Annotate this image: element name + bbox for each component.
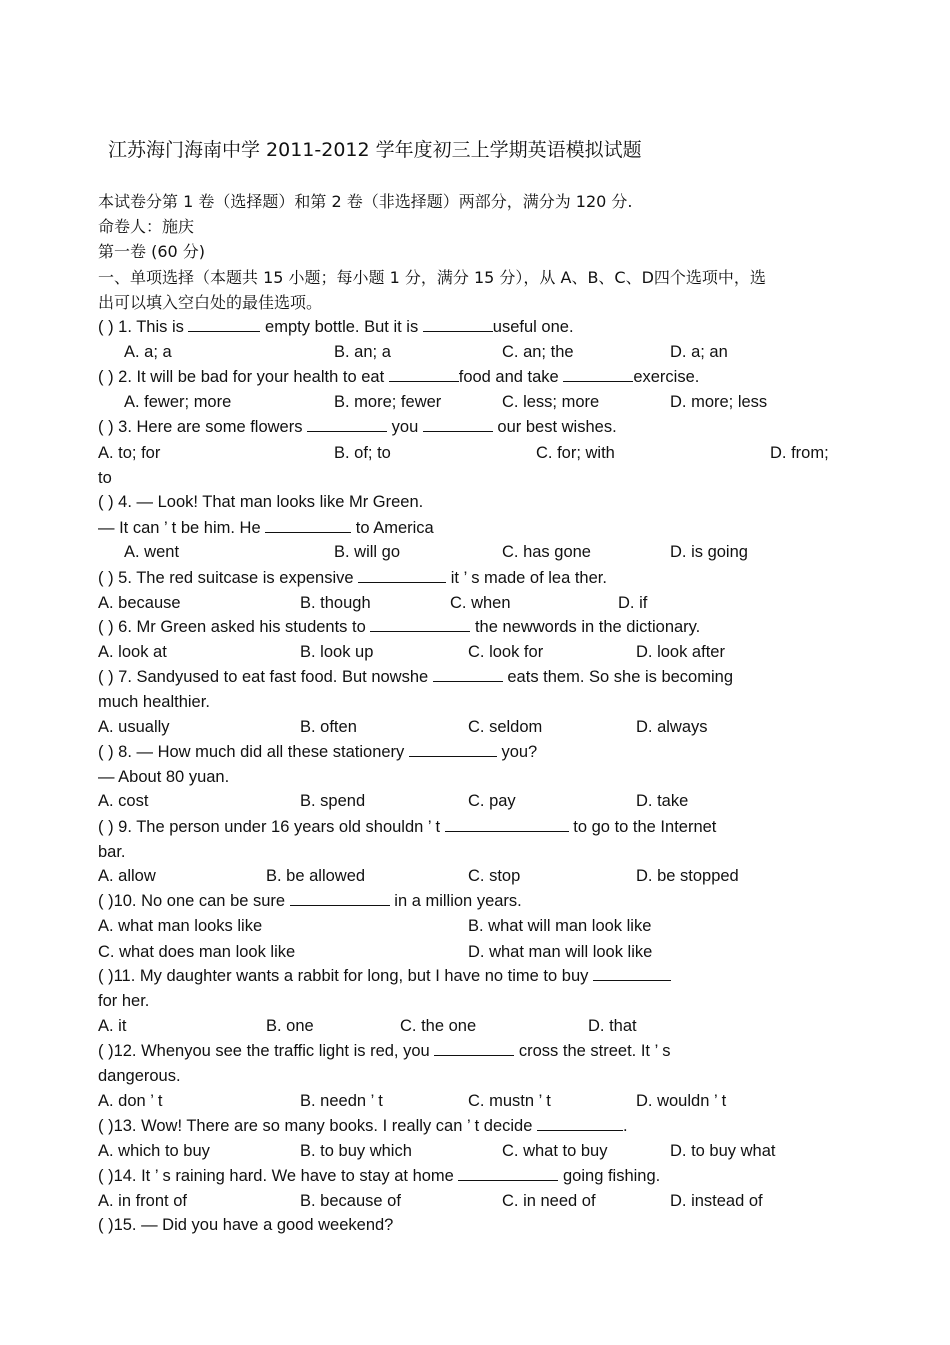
question-8-reply: — About 80 yuan.: [98, 768, 230, 786]
answer-blank: [188, 315, 260, 332]
question-13: ( )13. Wow! There are so many books. I really can ’ t decide .: [98, 1114, 863, 1139]
answer-blank: [537, 1114, 623, 1131]
option: A. cost: [98, 792, 149, 810]
option: B. to buy which: [300, 1142, 412, 1160]
answer-blank: [434, 1039, 514, 1056]
question-14: ( )14. It ’ s raining hard. We have to stay at home going fishing.: [98, 1164, 863, 1189]
intro-line: 本试卷分第 1 卷（选择题）和第 2 卷（非选择题）两部分，满分为 120 分.: [98, 192, 633, 211]
option: D. is going: [670, 543, 748, 561]
option: A. usually: [98, 718, 170, 736]
options-4: [98, 540, 863, 565]
option: B. one: [266, 1017, 314, 1035]
option: D. wouldn ’ t: [636, 1092, 727, 1110]
answer-blank: [358, 566, 446, 583]
page-title: 江苏海门海南中学 2011-2012 学年度初三上学期英语模拟试题: [108, 139, 642, 161]
option: D. that: [588, 1017, 637, 1035]
option: A. because: [98, 594, 181, 612]
option: A. to; for: [98, 444, 161, 462]
options-3-continued: to: [98, 469, 112, 487]
question-3: ( ) 3. Here are some flowers you our best wishes.: [98, 415, 863, 440]
answer-blank: [445, 815, 569, 832]
options-12: [98, 1089, 863, 1114]
answer-blank: [370, 615, 470, 632]
question-1: ( ) 1. This is empty bottle. But it is useful one.: [98, 315, 863, 340]
question-9-continued: bar.: [98, 843, 126, 861]
option: D. to buy what: [670, 1142, 776, 1160]
options-10-row-1: [98, 914, 863, 939]
option: C. an; the: [502, 343, 574, 361]
options-11: [98, 1014, 863, 1039]
option: A. in front of: [98, 1192, 187, 1210]
question-12-continued: dangerous.: [98, 1067, 181, 1085]
question-9: ( ) 9. The person under 16 years old shouldn ’ t to go to the Internet: [98, 815, 863, 840]
options-13: [98, 1139, 863, 1164]
question-10: ( )10. No one can be sure in a million years.: [98, 889, 863, 914]
options-6: [98, 640, 863, 665]
option: D. look after: [636, 643, 725, 661]
answer-blank: [423, 315, 493, 332]
option: A. look at: [98, 643, 167, 661]
question-11-continued: for her.: [98, 992, 150, 1010]
answer-blank: [389, 365, 459, 382]
option: A. it: [98, 1017, 127, 1035]
option: C. pay: [468, 792, 516, 810]
option: D. be stopped: [636, 867, 739, 885]
question-6: ( ) 6. Mr Green asked his students to the newwords in the dictionary.: [98, 615, 863, 640]
options-3: [98, 441, 863, 466]
option: C. look for: [468, 643, 544, 661]
question-12: ( )12. Whenyou see the traffic light is red, you cross the street. It ’ s: [98, 1039, 863, 1064]
option: B. look up: [300, 643, 374, 661]
intro-line: 一、单项选择（本题共 15 小题；每小题 1 分，满分 15 分），从 A、B、C、D四个选项中，选: [98, 268, 766, 287]
option: B. often: [300, 718, 357, 736]
option: D. instead of: [670, 1192, 763, 1210]
options-14: [98, 1189, 863, 1214]
option: B. more; fewer: [334, 393, 442, 411]
question-4: ( ) 4. — Look! That man looks like Mr Green.: [98, 493, 424, 511]
options-10-row-2: [98, 940, 863, 965]
options-8: [98, 789, 863, 814]
option: B. of; to: [334, 444, 391, 462]
answer-blank: [307, 415, 387, 432]
question-8: ( ) 8. — How much did all these stationery you?: [98, 740, 863, 765]
option: A. which to buy: [98, 1142, 210, 1160]
option: B. because of: [300, 1192, 401, 1210]
answer-blank: [593, 964, 671, 981]
intro-line: 命卷人：施庆: [98, 217, 195, 236]
answer-blank: [458, 1164, 558, 1181]
option: C. has gone: [502, 543, 591, 561]
question-2: ( ) 2. It will be bad for your health to eat food and take exercise.: [98, 365, 863, 390]
question-11: ( )11. My daughter wants a rabbit for long, but I have no time to buy: [98, 964, 863, 989]
answer-blank: [433, 665, 503, 682]
answer-blank: [423, 415, 493, 432]
option: B. spend: [300, 792, 366, 810]
option: B. needn ’ t: [300, 1092, 383, 1110]
option: D. what man will look like: [468, 943, 653, 961]
option: C. for; with: [536, 444, 615, 462]
option: D. more; less: [670, 393, 768, 411]
answer-blank: [290, 889, 390, 906]
option: A. what man looks like: [98, 917, 263, 935]
options-5: [98, 591, 863, 616]
answer-blank: [409, 740, 497, 757]
option: A. fewer; more: [124, 393, 232, 411]
option: D. take: [636, 792, 689, 810]
option: A. a; a: [124, 343, 172, 361]
option: A. went: [124, 543, 180, 561]
option: B. what will man look like: [468, 917, 652, 935]
option: C. what to buy: [502, 1142, 608, 1160]
option: C. less; more: [502, 393, 600, 411]
option: C. in need of: [502, 1192, 596, 1210]
option: B. though: [300, 594, 371, 612]
option: B. will go: [334, 543, 401, 561]
intro-line: 第一卷 (60 分): [98, 242, 206, 261]
option: C. the one: [400, 1017, 477, 1035]
option: B. an; a: [334, 343, 391, 361]
option: C. stop: [468, 867, 521, 885]
option: A. allow: [98, 867, 156, 885]
question-15: ( )15. — Did you have a good weekend?: [98, 1216, 394, 1234]
option: C. mustn ’ t: [468, 1092, 551, 1110]
option: D. a; an: [670, 343, 728, 361]
options-7: [98, 715, 863, 740]
question-5: ( ) 5. The red suitcase is expensive it ’ s made of lea ther.: [98, 566, 863, 591]
question-7-continued: much healthier.: [98, 693, 210, 711]
options-1: [98, 340, 863, 365]
option: C. when: [450, 594, 511, 612]
option: D. always: [636, 718, 708, 736]
option: A. don ’ t: [98, 1092, 163, 1110]
option: D. from;: [770, 444, 829, 462]
intro-line: 出可以填入空白处的最佳选项。: [98, 293, 323, 312]
option: B. be allowed: [266, 867, 366, 885]
option: C. what does man look like: [98, 943, 296, 961]
answer-blank: [563, 365, 633, 382]
options-9: [98, 864, 863, 889]
answer-blank: [265, 516, 351, 533]
options-2: [98, 390, 863, 415]
option: D. if: [618, 594, 648, 612]
question-4-reply: — It can ’ t be him. He to America: [98, 516, 863, 541]
option: C. seldom: [468, 718, 543, 736]
question-7: ( ) 7. Sandyused to eat fast food. But nowshe eats them. So she is becoming: [98, 665, 863, 690]
